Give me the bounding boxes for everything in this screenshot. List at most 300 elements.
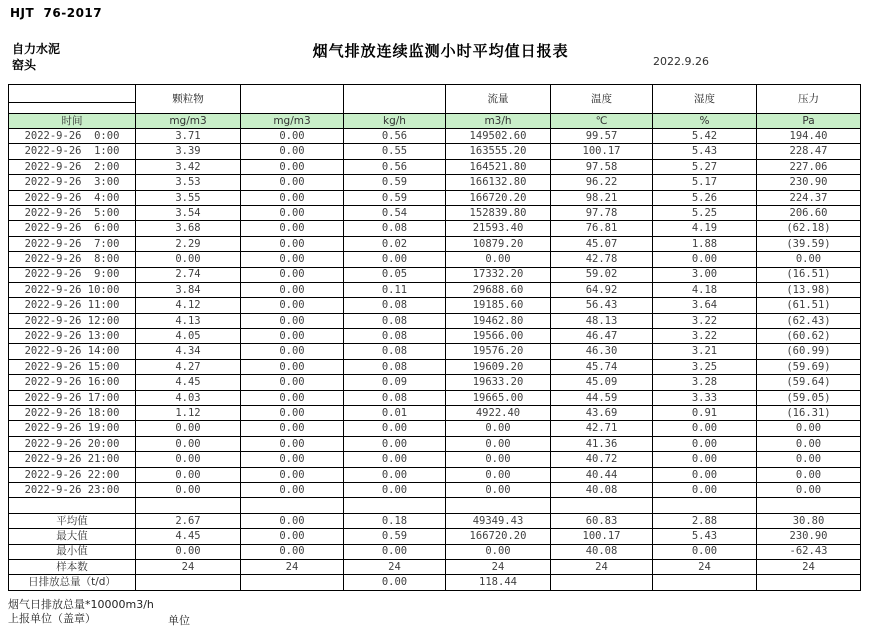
value-cell: (13.98) <box>757 282 861 297</box>
value-cell: 4.45 <box>136 529 241 544</box>
table-row <box>9 236 861 251</box>
value-cell: 230.90 <box>757 175 861 190</box>
value-cell <box>446 498 551 513</box>
col-header-blank-2 <box>344 85 446 114</box>
value-cell: 3.28 <box>653 375 757 390</box>
value-cell: 4.03 <box>136 390 241 405</box>
value-cell: 0.00 <box>653 436 757 451</box>
table-row <box>9 313 861 328</box>
value-cell: (16.31) <box>757 406 861 421</box>
value-cell: 0.00 <box>241 221 344 236</box>
value-cell <box>136 498 241 513</box>
table-body <box>9 129 861 591</box>
value-cell: 4.34 <box>136 344 241 359</box>
table-row <box>9 175 861 190</box>
value-cell: 0.00 <box>241 513 344 528</box>
value-cell: 46.30 <box>551 344 653 359</box>
value-cell: 0.00 <box>653 544 757 559</box>
value-cell: 0.56 <box>344 129 446 144</box>
value-cell: 24 <box>653 559 757 574</box>
value-cell <box>241 498 344 513</box>
value-cell: 5.27 <box>653 159 757 174</box>
value-cell: 0.00 <box>241 129 344 144</box>
table-row <box>9 421 861 436</box>
value-cell: 163555.20 <box>446 144 551 159</box>
value-cell: 97.58 <box>551 159 653 174</box>
col-header-pressure: 压力 <box>757 85 861 114</box>
value-cell: 0.59 <box>344 529 446 544</box>
value-cell: 0.00 <box>653 452 757 467</box>
value-cell <box>241 575 344 590</box>
value-cell: 96.22 <box>551 175 653 190</box>
value-cell: 0.00 <box>757 467 861 482</box>
value-cell: 1.88 <box>653 236 757 251</box>
value-cell: 21593.40 <box>446 221 551 236</box>
time-header-bottom-cell <box>9 103 136 114</box>
value-cell: 0.00 <box>241 436 344 451</box>
summary-row <box>9 513 861 528</box>
value-cell: 10879.20 <box>446 236 551 251</box>
units-pressure: Pa <box>757 114 861 129</box>
row-label-cell: 最小值 <box>9 544 136 559</box>
col-header-particulate: 颗粒物 <box>136 85 241 114</box>
value-cell: 0.00 <box>241 298 344 313</box>
value-cell: (39.59) <box>757 236 861 251</box>
table-row <box>9 144 861 159</box>
value-cell: 24 <box>551 559 653 574</box>
units-pm-concentration-2: mg/m3 <box>241 114 344 129</box>
summary-row <box>9 559 861 574</box>
table-row <box>9 205 861 220</box>
row-label-cell: 2022-9-26 22:00 <box>9 467 136 482</box>
value-cell: 42.71 <box>551 421 653 436</box>
value-cell: 3.00 <box>653 267 757 282</box>
row-label-cell: 日排放总量（t/d） <box>9 575 136 590</box>
row-label-cell: 最大值 <box>9 529 136 544</box>
value-cell: 60.83 <box>551 513 653 528</box>
report-unit-label: 上报单位（盖章） <box>8 612 96 625</box>
value-cell: 0.00 <box>241 159 344 174</box>
value-cell: 0.00 <box>241 359 344 374</box>
value-cell: 0.00 <box>344 544 446 559</box>
value-cell <box>551 498 653 513</box>
table-header <box>9 85 861 129</box>
value-cell: 97.78 <box>551 205 653 220</box>
doc-code: HJT 76-2017 <box>10 6 103 20</box>
value-cell: 4.19 <box>653 221 757 236</box>
row-label-cell: 2022-9-26 5:00 <box>9 205 136 220</box>
value-cell: 0.00 <box>344 482 446 497</box>
table-row <box>9 252 861 267</box>
value-cell: 0.59 <box>344 190 446 205</box>
row-label-cell: 2022-9-26 11:00 <box>9 298 136 313</box>
value-cell: 19665.00 <box>446 390 551 405</box>
value-cell: 30.80 <box>757 513 861 528</box>
row-label-cell: 2022-9-26 18:00 <box>9 406 136 421</box>
value-cell: 166720.20 <box>446 529 551 544</box>
value-cell: 4.18 <box>653 282 757 297</box>
value-cell: (16.51) <box>757 267 861 282</box>
value-cell: 19185.60 <box>446 298 551 313</box>
company-name: 自力水泥 <box>12 42 61 56</box>
value-cell: 149502.60 <box>446 129 551 144</box>
value-cell: 0.00 <box>757 436 861 451</box>
value-cell: 0.00 <box>241 236 344 251</box>
value-cell: 0.00 <box>653 467 757 482</box>
value-cell: 98.21 <box>551 190 653 205</box>
row-label-cell: 2022-9-26 13:00 <box>9 329 136 344</box>
table-row <box>9 436 861 451</box>
row-label-cell: 2022-9-26 16:00 <box>9 375 136 390</box>
value-cell: (59.69) <box>757 359 861 374</box>
value-cell <box>653 498 757 513</box>
units-humidity: % <box>653 114 757 129</box>
value-cell: 24 <box>241 559 344 574</box>
value-cell: -62.43 <box>757 544 861 559</box>
table-row <box>9 282 861 297</box>
value-cell: 100.17 <box>551 144 653 159</box>
value-cell: 4.13 <box>136 313 241 328</box>
value-cell: 0.00 <box>241 406 344 421</box>
value-cell: 59.02 <box>551 267 653 282</box>
value-cell: 3.25 <box>653 359 757 374</box>
value-cell: 0.00 <box>446 482 551 497</box>
value-cell: (62.18) <box>757 221 861 236</box>
col-header-blank-1 <box>241 85 344 114</box>
value-cell: (59.05) <box>757 390 861 405</box>
value-cell: 206.60 <box>757 205 861 220</box>
row-label-cell: 2022-9-26 17:00 <box>9 390 136 405</box>
value-cell: 41.36 <box>551 436 653 451</box>
value-cell: 230.90 <box>757 529 861 544</box>
value-cell: 46.47 <box>551 329 653 344</box>
units-time-label: 时间 <box>9 114 136 129</box>
title-wrap <box>0 21 871 61</box>
value-cell: 0.08 <box>344 298 446 313</box>
value-cell: 0.00 <box>241 467 344 482</box>
value-cell: 194.40 <box>757 129 861 144</box>
value-cell: 0.08 <box>344 313 446 328</box>
table-row <box>9 221 861 236</box>
table-row <box>9 467 861 482</box>
value-cell: 0.56 <box>344 159 446 174</box>
row-label-cell: 2022-9-26 19:00 <box>9 421 136 436</box>
row-label-cell: 2022-9-26 3:00 <box>9 175 136 190</box>
value-cell: 0.00 <box>241 390 344 405</box>
units-temperature: ℃ <box>551 114 653 129</box>
value-cell: 118.44 <box>446 575 551 590</box>
value-cell: 2.67 <box>136 513 241 528</box>
value-cell <box>653 575 757 590</box>
value-cell <box>136 575 241 590</box>
value-cell: 3.64 <box>653 298 757 313</box>
value-cell: 166132.80 <box>446 175 551 190</box>
row-label-cell: 2022-9-26 23:00 <box>9 482 136 497</box>
summary-row <box>9 529 861 544</box>
table-row <box>9 190 861 205</box>
value-cell: 5.25 <box>653 205 757 220</box>
table-row <box>9 482 861 497</box>
row-label-cell: 2022-9-26 10:00 <box>9 282 136 297</box>
value-cell: 0.00 <box>241 375 344 390</box>
value-cell: 152839.80 <box>446 205 551 220</box>
value-cell: 2.29 <box>136 236 241 251</box>
value-cell: 0.00 <box>344 575 446 590</box>
table-row <box>9 359 861 374</box>
row-label-cell: 2022-9-26 15:00 <box>9 359 136 374</box>
value-cell: 40.44 <box>551 467 653 482</box>
row-label-cell: 2022-9-26 21:00 <box>9 452 136 467</box>
value-cell: 0.00 <box>757 482 861 497</box>
table-row <box>9 406 861 421</box>
row-label-cell: 2022-9-26 12:00 <box>9 313 136 328</box>
value-cell: 0.00 <box>136 436 241 451</box>
value-cell: 99.57 <box>551 129 653 144</box>
value-cell: 224.37 <box>757 190 861 205</box>
value-cell: 19633.20 <box>446 375 551 390</box>
value-cell: 0.00 <box>446 467 551 482</box>
value-cell: 0.00 <box>757 421 861 436</box>
value-cell: 48.13 <box>551 313 653 328</box>
row-label-cell: 平均值 <box>9 513 136 528</box>
value-cell: 227.06 <box>757 159 861 174</box>
value-cell: 0.00 <box>241 452 344 467</box>
value-cell: 0.00 <box>446 421 551 436</box>
value-cell: 0.00 <box>241 529 344 544</box>
value-cell: 0.08 <box>344 359 446 374</box>
units-row <box>9 114 861 129</box>
value-cell: 0.00 <box>241 329 344 344</box>
value-cell: 24 <box>136 559 241 574</box>
value-cell <box>344 498 446 513</box>
value-cell: 0.00 <box>136 544 241 559</box>
value-cell: 0.09 <box>344 375 446 390</box>
value-cell <box>551 575 653 590</box>
value-cell: 3.71 <box>136 129 241 144</box>
report-date: 2022.9.26 <box>653 55 709 68</box>
row-label-cell: 2022-9-26 7:00 <box>9 236 136 251</box>
value-cell: 3.53 <box>136 175 241 190</box>
row-label-cell: 2022-9-26 4:00 <box>9 190 136 205</box>
value-cell: 24 <box>446 559 551 574</box>
value-cell: 0.02 <box>344 236 446 251</box>
table-row <box>9 298 861 313</box>
value-cell: 0.00 <box>241 344 344 359</box>
value-cell: 0.00 <box>653 421 757 436</box>
value-cell: 40.08 <box>551 544 653 559</box>
value-cell: 166720.20 <box>446 190 551 205</box>
value-cell: 0.00 <box>241 175 344 190</box>
value-cell: (61.51) <box>757 298 861 313</box>
value-cell: 0.00 <box>241 544 344 559</box>
blank-row <box>9 498 861 513</box>
value-cell: 0.55 <box>344 144 446 159</box>
value-cell: 0.00 <box>344 452 446 467</box>
value-cell: 3.42 <box>136 159 241 174</box>
value-cell: 40.08 <box>551 482 653 497</box>
value-cell: 0.00 <box>241 482 344 497</box>
value-cell: 0.00 <box>241 282 344 297</box>
table-row <box>9 159 861 174</box>
row-label-cell: 样本数 <box>9 559 136 574</box>
value-cell: 2.74 <box>136 267 241 282</box>
value-cell: 3.84 <box>136 282 241 297</box>
footer-note: 烟气日排放总量*10000m3/h <box>8 598 154 611</box>
value-cell: 3.68 <box>136 221 241 236</box>
value-cell: 0.08 <box>344 390 446 405</box>
value-cell: 49349.43 <box>446 513 551 528</box>
value-cell: 3.22 <box>653 313 757 328</box>
value-cell <box>757 498 861 513</box>
row-label-cell: 2022-9-26 9:00 <box>9 267 136 282</box>
value-cell: 0.00 <box>757 452 861 467</box>
value-cell: 64.92 <box>551 282 653 297</box>
value-cell: 228.47 <box>757 144 861 159</box>
value-cell: 19462.80 <box>446 313 551 328</box>
value-cell: 3.55 <box>136 190 241 205</box>
value-cell: 2.88 <box>653 513 757 528</box>
value-cell: 1.12 <box>136 406 241 421</box>
value-cell: 0.00 <box>446 436 551 451</box>
value-cell: 5.43 <box>653 529 757 544</box>
value-cell: 3.54 <box>136 205 241 220</box>
value-cell: 0.00 <box>344 467 446 482</box>
units-pm-rate: kg/h <box>344 114 446 129</box>
value-cell: 3.22 <box>653 329 757 344</box>
value-cell: 100.17 <box>551 529 653 544</box>
row-label-cell <box>9 498 136 513</box>
value-cell: 5.43 <box>653 144 757 159</box>
value-cell: 0.00 <box>136 452 241 467</box>
table-row <box>9 375 861 390</box>
value-cell: 45.09 <box>551 375 653 390</box>
table-row <box>9 452 861 467</box>
row-label-cell: 2022-9-26 1:00 <box>9 144 136 159</box>
value-cell: 0.00 <box>344 436 446 451</box>
value-cell: 0.91 <box>653 406 757 421</box>
value-cell: 0.01 <box>344 406 446 421</box>
summary-row <box>9 575 861 590</box>
value-cell: 4.05 <box>136 329 241 344</box>
col-header-temperature: 温度 <box>551 85 653 114</box>
value-cell: 0.00 <box>241 144 344 159</box>
value-cell: 0.05 <box>344 267 446 282</box>
value-cell: 56.43 <box>551 298 653 313</box>
value-cell: 5.26 <box>653 190 757 205</box>
value-cell: 0.00 <box>446 544 551 559</box>
value-cell: 29688.60 <box>446 282 551 297</box>
page-title: 烟气排放连续监测小时平均值日报表 <box>312 42 569 60</box>
table-row <box>9 129 861 144</box>
value-cell: (62.43) <box>757 313 861 328</box>
value-cell: 42.78 <box>551 252 653 267</box>
value-cell: 0.00 <box>446 252 551 267</box>
value-cell: 4.27 <box>136 359 241 374</box>
table-row <box>9 329 861 344</box>
table-row <box>9 344 861 359</box>
value-cell: (60.99) <box>757 344 861 359</box>
value-cell: 4.45 <box>136 375 241 390</box>
value-cell: 0.00 <box>344 421 446 436</box>
value-cell: 17332.20 <box>446 267 551 282</box>
value-cell: 4922.40 <box>446 406 551 421</box>
value-cell: 44.59 <box>551 390 653 405</box>
value-cell: 19566.00 <box>446 329 551 344</box>
value-cell: 45.07 <box>551 236 653 251</box>
value-cell: 0.00 <box>757 252 861 267</box>
value-cell: 0.00 <box>241 252 344 267</box>
value-cell: 0.00 <box>241 190 344 205</box>
value-cell: 24 <box>757 559 861 574</box>
value-cell: 0.11 <box>344 282 446 297</box>
time-header-top-cell <box>9 85 136 103</box>
value-cell: 19609.20 <box>446 359 551 374</box>
report-table <box>8 84 861 591</box>
value-cell: 0.18 <box>344 513 446 528</box>
value-cell: 0.54 <box>344 205 446 220</box>
value-cell: 45.74 <box>551 359 653 374</box>
value-cell: 3.39 <box>136 144 241 159</box>
value-cell: 0.00 <box>136 482 241 497</box>
value-cell: 0.00 <box>136 467 241 482</box>
unit-label: 单位 <box>168 614 190 627</box>
value-cell: 5.42 <box>653 129 757 144</box>
row-label-cell: 2022-9-26 20:00 <box>9 436 136 451</box>
col-header-humidity: 湿度 <box>653 85 757 114</box>
value-cell <box>757 575 861 590</box>
value-cell: 4.12 <box>136 298 241 313</box>
table-row <box>9 390 861 405</box>
col-header-flow: 流量 <box>446 85 551 114</box>
value-cell: 24 <box>344 559 446 574</box>
row-label-cell: 2022-9-26 6:00 <box>9 221 136 236</box>
value-cell: 0.00 <box>653 252 757 267</box>
table-row <box>9 267 861 282</box>
value-cell: 3.21 <box>653 344 757 359</box>
group-header-row <box>9 85 861 103</box>
monitoring-point: 窑头 <box>12 58 37 72</box>
row-label-cell: 2022-9-26 2:00 <box>9 159 136 174</box>
row-label-cell: 2022-9-26 0:00 <box>9 129 136 144</box>
row-label-cell: 2022-9-26 8:00 <box>9 252 136 267</box>
value-cell: (59.64) <box>757 375 861 390</box>
value-cell: 0.00 <box>241 205 344 220</box>
value-cell: 0.00 <box>344 252 446 267</box>
value-cell: 0.00 <box>136 421 241 436</box>
value-cell: (60.62) <box>757 329 861 344</box>
value-cell: 5.17 <box>653 175 757 190</box>
value-cell: 0.59 <box>344 175 446 190</box>
value-cell: 19576.20 <box>446 344 551 359</box>
value-cell: 0.00 <box>446 452 551 467</box>
units-pm-concentration: mg/m3 <box>136 114 241 129</box>
value-cell: 0.00 <box>241 313 344 328</box>
value-cell: 0.00 <box>241 421 344 436</box>
value-cell: 164521.80 <box>446 159 551 174</box>
value-cell: 0.08 <box>344 344 446 359</box>
value-cell: 40.72 <box>551 452 653 467</box>
value-cell: 0.00 <box>653 482 757 497</box>
value-cell: 43.69 <box>551 406 653 421</box>
value-cell: 3.33 <box>653 390 757 405</box>
units-flow: m3/h <box>446 114 551 129</box>
summary-row <box>9 544 861 559</box>
value-cell: 0.00 <box>241 267 344 282</box>
value-cell: 0.00 <box>136 252 241 267</box>
value-cell: 0.08 <box>344 221 446 236</box>
row-label-cell: 2022-9-26 14:00 <box>9 344 136 359</box>
value-cell: 76.81 <box>551 221 653 236</box>
